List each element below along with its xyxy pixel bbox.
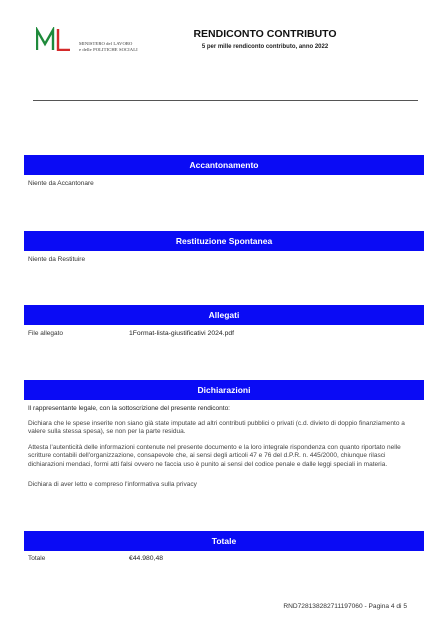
- dichiarazioni-paragraph-1: Dichiara che le spese inserite non siano già state imputate ad altri contributi pubblici o privati (c.d. divieto di doppio finanziamento a valere sulla stessa spesa), se non per la parte residua.: [28, 420, 405, 436]
- section-header-accantonamento: Accantonamento: [24, 155, 424, 175]
- ministry-logo-text: [79, 41, 138, 52]
- ministry-logo: [36, 27, 138, 52]
- section-header-restituzione: Restituzione Spontanea: [24, 231, 424, 251]
- document-title: RENDICONTO CONTRIBUTO: [193, 28, 337, 40]
- allegati-file-name: 1Format-lista-giustificativi 2024.pdf: [129, 330, 235, 337]
- document-subtitle: 5 per mille rendiconto contributo, anno 2022: [201, 44, 329, 50]
- section-header-allegati: Allegati: [24, 305, 424, 325]
- header-divider: [33, 100, 418, 101]
- dichiarazioni-paragraph-3: Dichiara di aver letto e compreso l'informativa sulla privacy: [28, 481, 197, 488]
- restituzione-text: Niente da Restituire: [28, 256, 86, 263]
- allegati-label: File allegato: [28, 330, 64, 337]
- dichiarazioni-intro: Il rappresentante legale, con la sottoscrizione del presente rendiconto:: [28, 405, 230, 412]
- dichiarazioni-paragraph-2: Attesta l'autenticità delle informazioni contenute nel presente documento e la loro integrale rispondenza con quanto riportato nelle scritture contabili dell'organizzazione, consapevole che, ai sensi degli articoli 47 e 76 del d.P.R. n. 445/2000, chiunque rilasci dichiarazioni mendaci, formi atti falsi ovvero ne faccia uso è punito ai sensi del codice penale e dalle leggi speciali in materia.: [28, 444, 401, 468]
- totale-label: Totale: [28, 555, 46, 562]
- logo-line-1: MINISTERO del LAVORO: [79, 41, 133, 46]
- page-footer: RND728138282711197060 - Pagina 4 di 5: [283, 603, 407, 610]
- ministry-logo-icon: [36, 27, 76, 51]
- totale-value: €44.980,48: [129, 555, 164, 562]
- section-header-dichiarazioni: Dichiarazioni: [24, 380, 424, 400]
- logo-line-2: e delle POLITICHE SOCIALI: [79, 46, 138, 52]
- section-header-totale: Totale: [24, 531, 424, 551]
- accantonamento-text: Niente da Accantonare: [28, 180, 94, 187]
